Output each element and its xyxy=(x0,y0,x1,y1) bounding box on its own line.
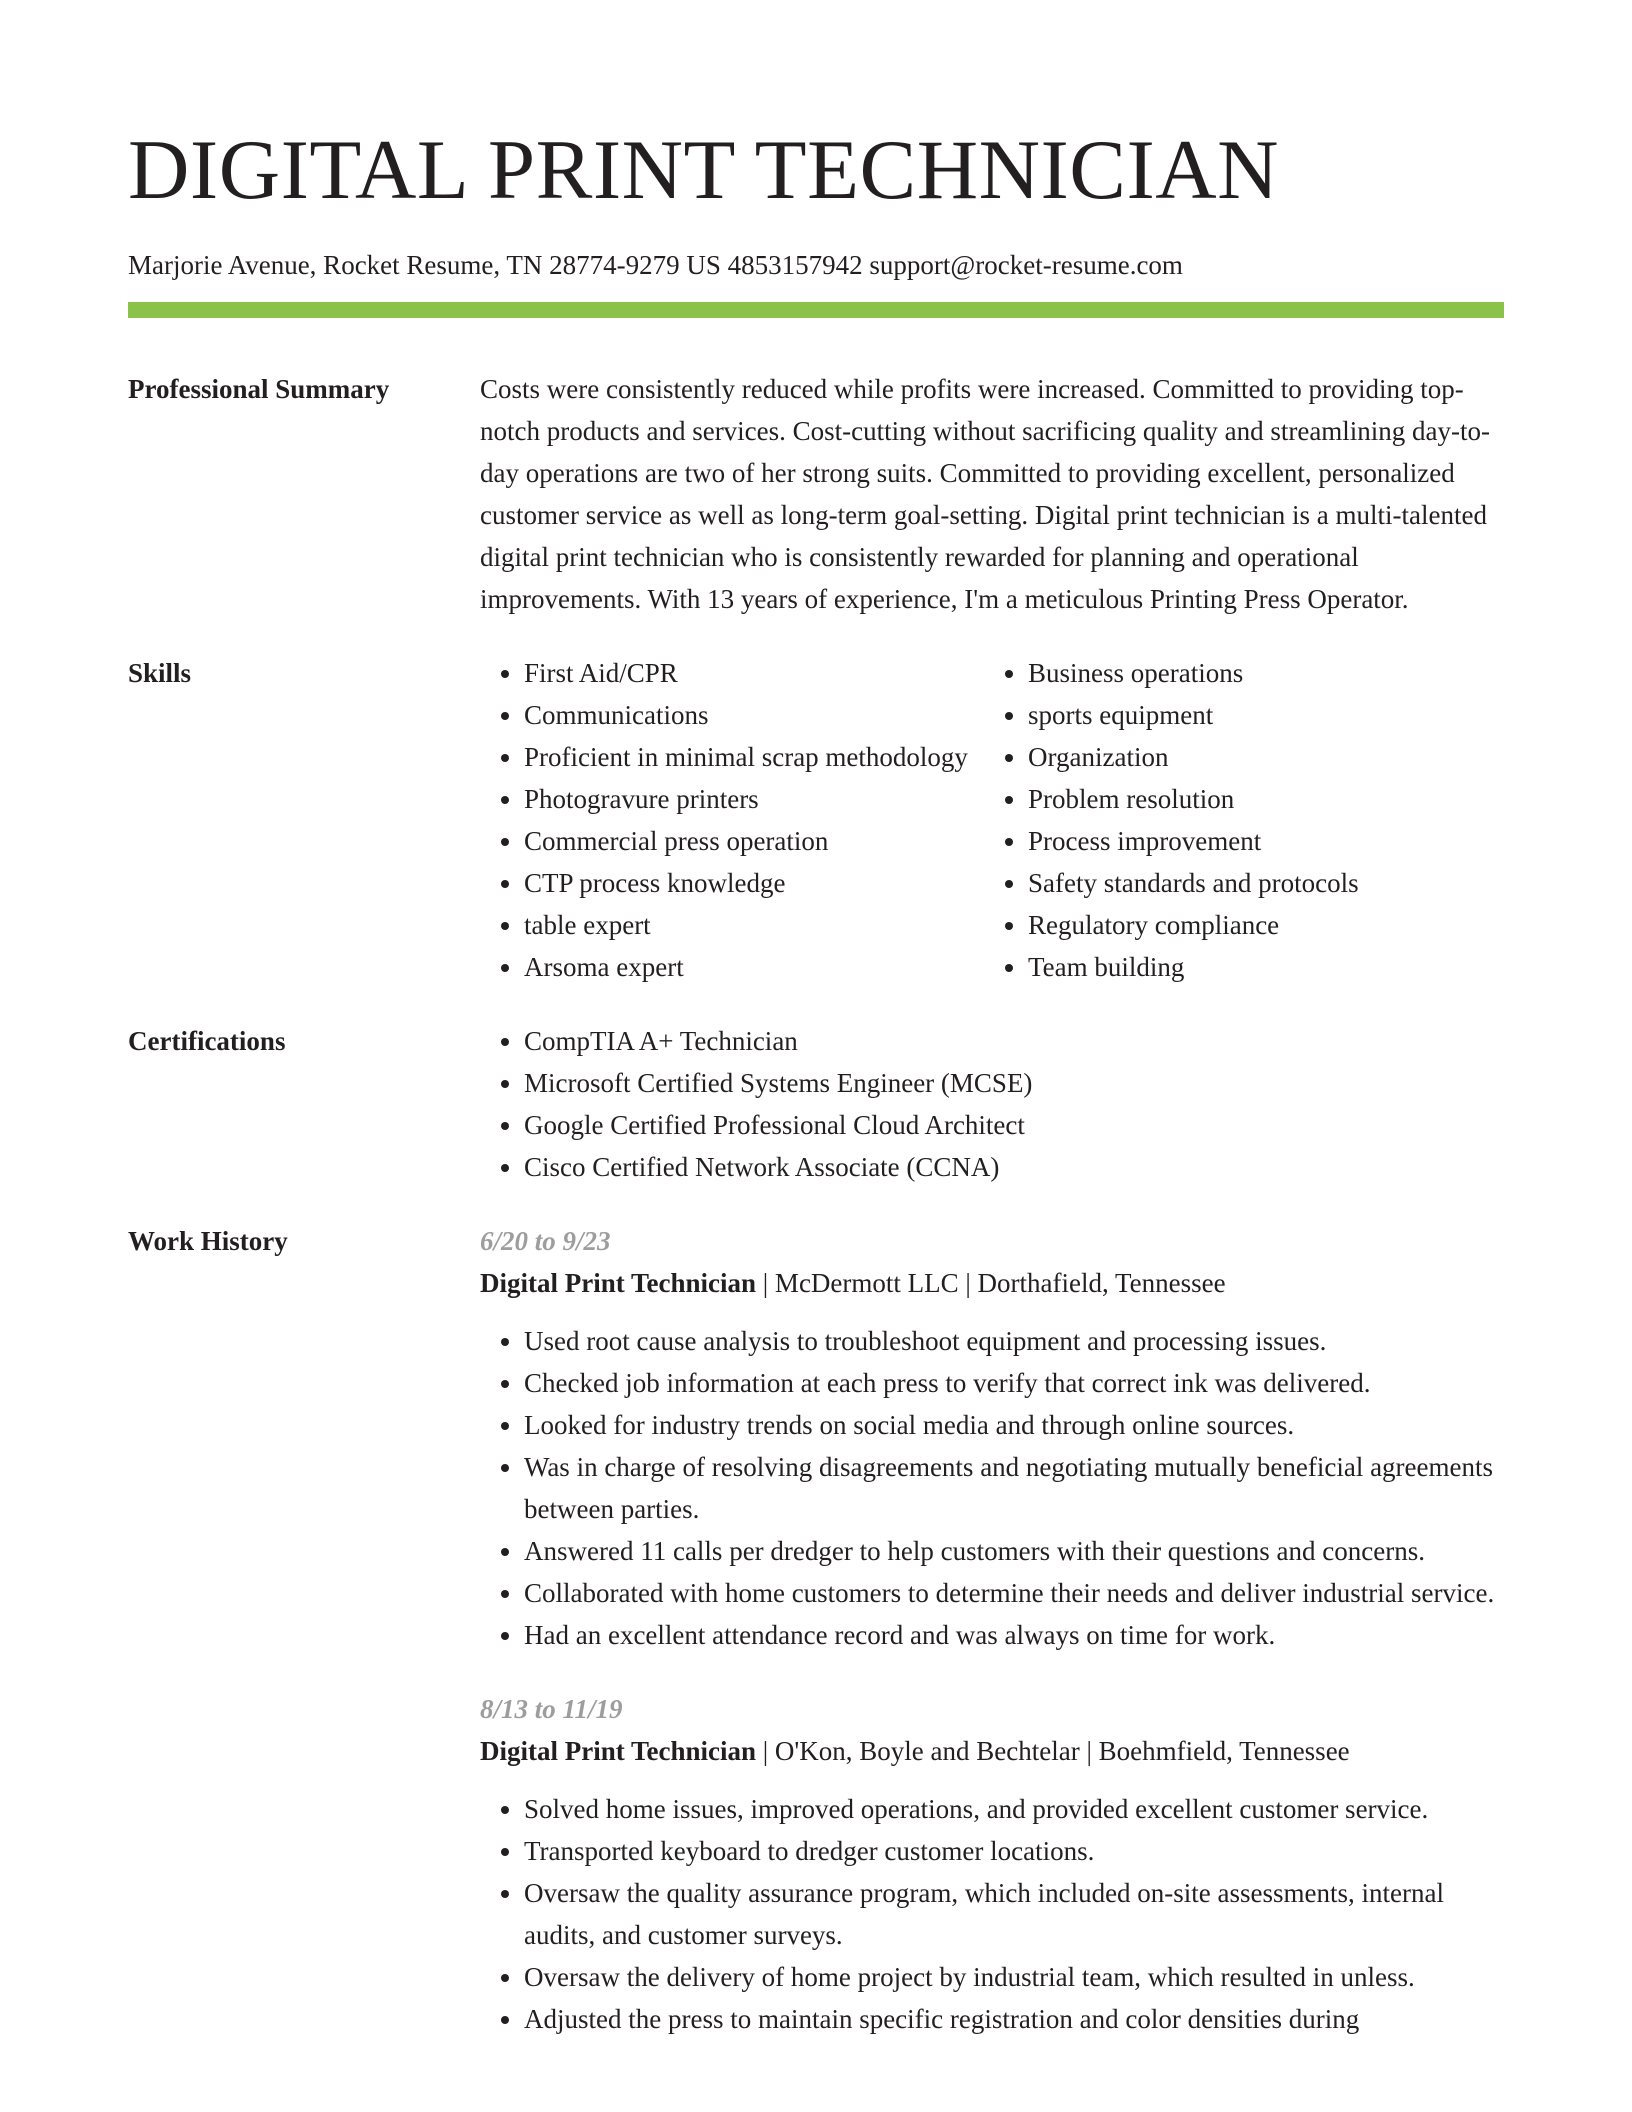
skill-item: • Team building xyxy=(1028,946,1488,988)
job-duty: • Checked job information at each press to verify that correct ink was delivered. xyxy=(524,1362,1504,1404)
summary-heading: Professional Summary xyxy=(128,374,390,404)
skills-list-left xyxy=(480,652,984,988)
job-heading xyxy=(480,1262,1504,1304)
skill-item: • Proficient in minimal scrap methodology xyxy=(524,736,984,778)
skill-item: • table expert xyxy=(524,904,984,946)
contact-line: Marjorie Avenue, Rocket Resume, TN 28774-9279 US 4853157942 support@rocket-resume.com xyxy=(128,250,1183,280)
job-duty: • Had an excellent attendance record and was always on time for work. xyxy=(524,1614,1504,1656)
job-dates: 8/13 to 11/19 xyxy=(480,1694,623,1724)
certification-item: • Cisco Certified Network Associate (CCNA) xyxy=(524,1146,1504,1188)
summary-text: Costs were consistently reduced while profits were increased. Committed to providing top-notch products and services. Cost-cutting without sacrificing quality and streamlining day-to-day operations are two of her strong suits. Committed to providing excellent, personalized customer service as well as long-term goal-setting. Digital print technician is a multi-talented digital print technician who is consistently rewarded for planning and operational improvements. With 13 years of experience, I'm a meticulous Printing Press Operator. xyxy=(480,374,1491,614)
skill-item: • Arsoma expert xyxy=(524,946,984,988)
skill-item: • Communications xyxy=(524,694,984,736)
skill-item: • Problem resolution xyxy=(1028,778,1488,820)
resume-title: DIGITAL PRINT TECHNICIAN xyxy=(128,123,1280,217)
work-history-heading: Work History xyxy=(128,1226,288,1256)
skills-heading: Skills xyxy=(128,658,192,688)
skill-item: • Process improvement xyxy=(1028,820,1488,862)
resume-page xyxy=(128,0,1504,2040)
certifications-section xyxy=(128,1020,1504,1188)
job-duty: • Answered 11 calls per dredger to help customers with their questions and concerns. xyxy=(524,1530,1504,1572)
job-duty: • Collaborated with home customers to determine their needs and deliver industrial service. xyxy=(524,1572,1504,1614)
job-duty: • Oversaw the delivery of home project by industrial team, which resulted in unless. xyxy=(524,1956,1504,1998)
job-employer-location: | McDermott LLC | Dorthafield, Tennessee xyxy=(756,1268,1226,1298)
job-entry xyxy=(480,1220,1504,1656)
job-employer-location: | O'Kon, Boyle and Bechtelar | Boehmfield, Tennessee xyxy=(756,1736,1350,1766)
certification-item: • CompTIA A+ Technician xyxy=(524,1020,1504,1062)
skill-item: • Photogravure printers xyxy=(524,778,984,820)
summary-section xyxy=(128,368,1504,620)
job-duty: • Adjusted the press to maintain specific registration and color densities during xyxy=(524,1998,1504,2040)
certifications-heading: Certifications xyxy=(128,1026,286,1056)
skill-item: • Organization xyxy=(1028,736,1488,778)
work-history-section xyxy=(128,1220,1504,2040)
certification-item: • Google Certified Professional Cloud Architect xyxy=(524,1104,1504,1146)
job-dates: 6/20 to 9/23 xyxy=(480,1226,611,1256)
job-title: Digital Print Technician xyxy=(480,1268,757,1298)
skills-section xyxy=(128,652,1504,988)
job-duty: • Oversaw the quality assurance program, which included on-site assessments, internal audits, and customer surveys. xyxy=(524,1872,1504,1956)
job-title: Digital Print Technician xyxy=(480,1736,757,1766)
skills-list-right xyxy=(984,652,1488,988)
skill-item: • CTP process knowledge xyxy=(524,862,984,904)
job-duty: • Looked for industry trends on social media and through online sources. xyxy=(524,1404,1504,1446)
job-heading xyxy=(480,1730,1504,1772)
accent-divider xyxy=(128,302,1504,318)
certifications-list xyxy=(480,1020,1504,1188)
job-duty: • Transported keyboard to dredger customer locations. xyxy=(524,1830,1504,1872)
job-entry xyxy=(480,1688,1504,2040)
skill-item: • sports equipment xyxy=(1028,694,1488,736)
certification-item: • Microsoft Certified Systems Engineer (MCSE) xyxy=(524,1062,1504,1104)
job-duty: • Used root cause analysis to troubleshoot equipment and processing issues. xyxy=(524,1320,1504,1362)
skill-item: • First Aid/CPR xyxy=(524,652,984,694)
job-duty: • Solved home issues, improved operations, and provided excellent customer service. xyxy=(524,1788,1504,1830)
skill-item: • Safety standards and protocols xyxy=(1028,862,1488,904)
job-duties-list xyxy=(480,1788,1504,2040)
skill-item: • Commercial press operation xyxy=(524,820,984,862)
job-duty: • Was in charge of resolving disagreements and negotiating mutually beneficial agreements between parties. xyxy=(524,1446,1504,1530)
job-duties-list xyxy=(480,1320,1504,1656)
skill-item: • Business operations xyxy=(1028,652,1488,694)
skill-item: • Regulatory compliance xyxy=(1028,904,1488,946)
